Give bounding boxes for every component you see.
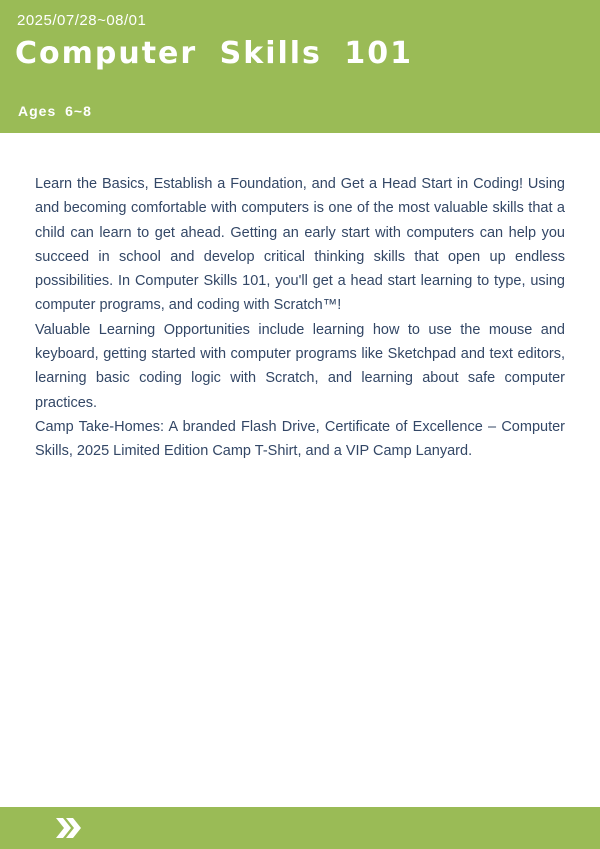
- description-paragraph: Learn the Basics, Establish a Foundation, and Get a Head Start in Coding! Using and becoming comfortable with computers is one of the most valuable skills that a child can learn to get ahead. Getting an early start with computers can help you succeed in school and develop critical thinking skills that open up endless possibilities. In Computer Skills 101, you'll get a head start learning to type, using computer programs, and coding with Scratch™!: [35, 176, 565, 314]
- course-description: [35, 172, 565, 464]
- camp-date-range: 2025/07/28~08/01: [17, 12, 147, 29]
- page-title: Computer Skills 101: [15, 36, 413, 71]
- page-footer: [0, 807, 600, 849]
- take-homes-paragraph: Camp Take-Homes: A branded Flash Drive, Certificate of Excellence – Computer Skills, 2025 Limited Edition Camp T-Shirt, and a VIP Camp Lanyard.: [35, 418, 565, 460]
- double-chevron-right-icon[interactable]: [56, 818, 82, 838]
- age-range-label: Ages 6~8: [18, 103, 92, 119]
- page-header: [0, 0, 600, 133]
- learning-opportunities-paragraph: Valuable Learning Opportunities include learning how to use the mouse and keyboard, getting started with computer programs like Sketchpad and text editors, learning basic coding logic with Scratch, and learning about safe computer practices.: [35, 321, 565, 411]
